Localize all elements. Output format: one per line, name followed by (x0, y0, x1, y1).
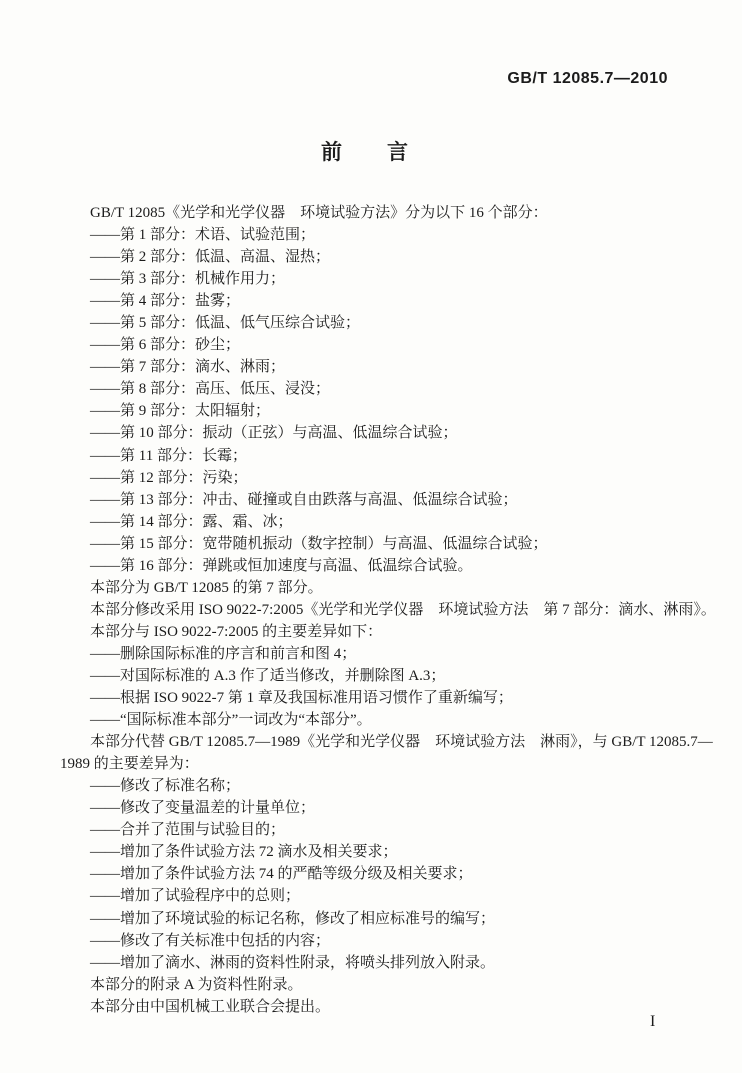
text-line: ——修改了标准名称； (90, 778, 241, 795)
text-line: ——第 8 部分：高压、低压、浸没； (90, 381, 331, 398)
foreword-title: 前 言 (321, 140, 409, 164)
text-line: ——第 11 部分：长霉； (90, 447, 247, 464)
text-line: ——第 1 部分：术语、试验范围； (90, 227, 316, 244)
text-line: ——修改了变量温差的计量单位； (90, 800, 316, 817)
text-line: 本部分代替 GB/T 12085.7—1989《光学和光学仪器 环境试验方法 淋雨》，与 GB/T 12085.7— (90, 734, 713, 751)
text-line: ——根据 ISO 9022-7 第 1 章及我国标准用语习惯作了重新编写； (90, 690, 513, 707)
text-line: ——第 10 部分：振动（正弦）与高温、低温综合试验； (90, 425, 458, 442)
text-line: 本部分的附录 A 为资料性附录。 (90, 976, 303, 993)
foreword-body (60, 202, 716, 1018)
text-line: GB/T 12085《光学和光学仪器 环境试验方法》分为以下 16 个部分： (90, 205, 548, 221)
text-line: ——第 13 部分：冲击、碰撞或自由跌落与高温、低温综合试验； (90, 491, 518, 508)
text-line: 本部分为 GB/T 12085 的第 7 部分。 (90, 579, 323, 596)
text-line: 本部分由中国机械工业联合会提出。 (90, 998, 331, 1015)
text-line: ——“国际标准本部分”一词改为“本部分”。 (90, 712, 372, 729)
text-line: ——第 5 部分：低温、低气压综合试验； (90, 315, 361, 332)
text-line: ——增加了条件试验方法 74 的严酷等级分级及相关要求； (90, 866, 473, 883)
text-line: ——第 16 部分：弹跳或恒加速度与高温、低温综合试验。 (90, 557, 473, 574)
text-line: ——修改了有关标准中包括的内容； (90, 932, 331, 949)
text-line: ——第 12 部分：污染； (90, 469, 248, 486)
text-line: 1989 的主要差异为： (60, 756, 199, 773)
page-number: I (650, 1013, 656, 1030)
text-line: ——对国际标准的 A.3 作了适当修改，并删除图 A.3； (90, 667, 446, 684)
standard-number: GB/T 12085.7—2010 (507, 70, 668, 87)
text-line: ——第 15 部分：宽带随机振动（数字控制）与高温、低温综合试验； (90, 535, 548, 552)
text-line: ——删除国际标准的序言和前言和图 4； (90, 645, 357, 662)
text-line: ——第 9 部分：太阳辐射； (90, 403, 271, 420)
text-line: ——合并了范围与试验目的； (90, 822, 286, 839)
text-line: ——第 7 部分：滴水、淋雨； (90, 359, 286, 376)
text-line: ——第 14 部分：露、霜、冰； (90, 513, 293, 530)
text-line: ——增加了试验程序中的总则； (90, 888, 301, 905)
text-line: ——增加了条件试验方法 72 滴水及相关要求； (90, 844, 398, 861)
text-line: ——第 3 部分：机械作用力； (90, 271, 286, 288)
text-line: ——增加了滴水、淋雨的资料性附录，将喷头排列放入附录。 (90, 954, 496, 971)
text-line: ——第 6 部分：砂尘； (90, 337, 241, 354)
text-line: ——第 2 部分：低温、高温、湿热； (90, 249, 331, 266)
text-line: ——增加了环境试验的标记名称，修改了相应标准号的编写； (90, 910, 496, 927)
text-line: ——第 4 部分：盐雾； (90, 293, 241, 310)
text-line: 本部分修改采用 ISO 9022-7:2005《光学和光学仪器 环境试验方法 第 7 部分：滴水、淋雨》。 (90, 601, 716, 618)
text-line: 本部分与 ISO 9022-7:2005 的主要差异如下： (90, 623, 383, 640)
